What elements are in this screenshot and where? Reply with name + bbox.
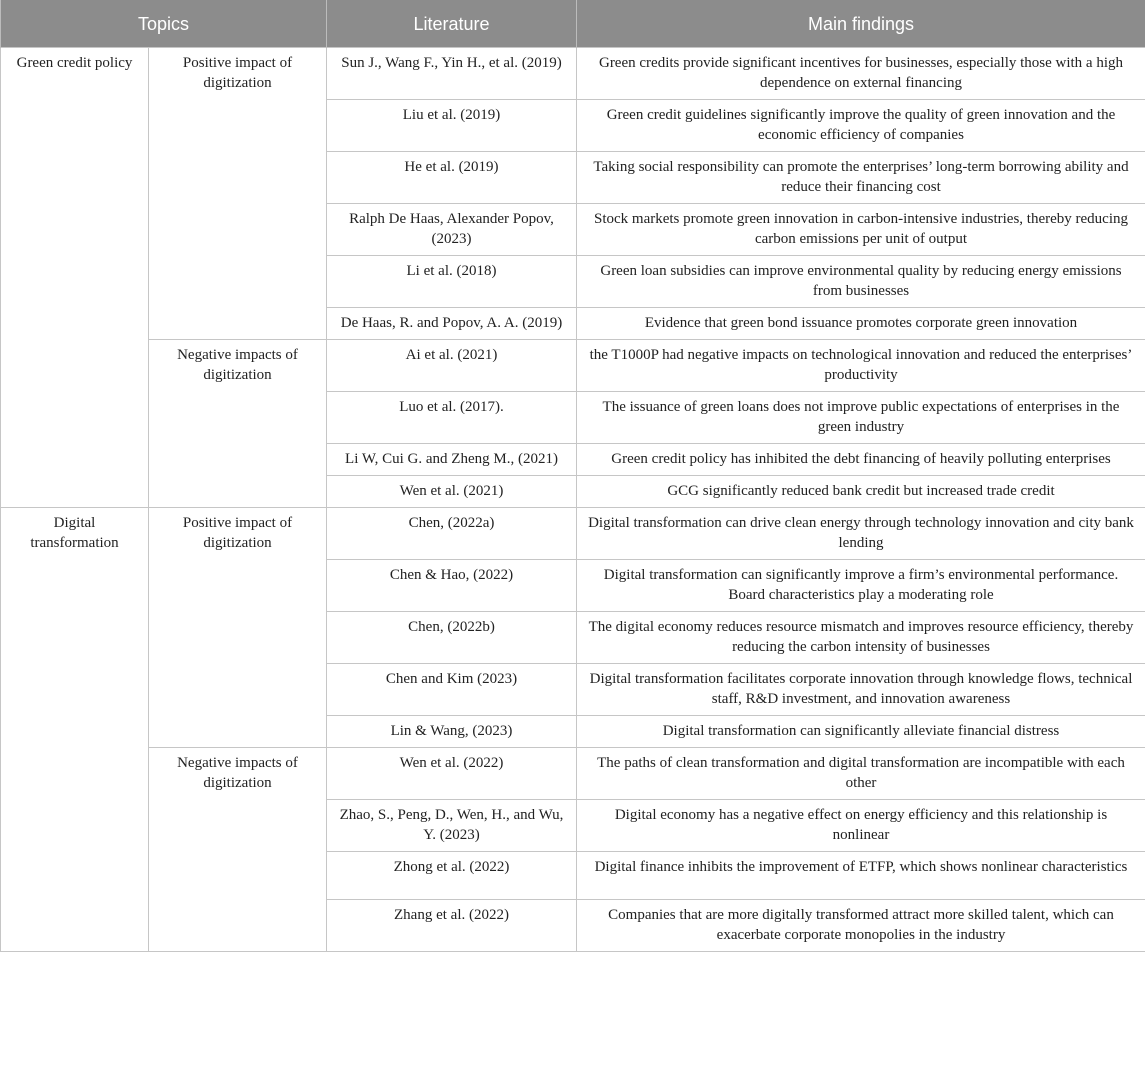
literature-cell: Zhang et al. (2022) [327,900,577,952]
finding-cell: Taking social responsibility can promote the enterprises’ long-term borrowing ability and reduce their financing cost [577,152,1145,204]
finding-cell: Stock markets promote green innovation in carbon-intensive industries, thereby reducing carbon emissions per unit of output [577,204,1145,256]
table-row [1,508,1145,560]
finding-cell: Digital economy has a negative effect on energy efficiency and this relationship is nonlinear [577,800,1145,852]
finding-cell: Digital finance inhibits the improvement of ETFP, which shows nonlinear characteristics [577,852,1145,900]
literature-cell: Wen et al. (2022) [327,748,577,800]
header-main-findings: Main findings [577,0,1145,48]
literature-cell: Zhong et al. (2022) [327,852,577,900]
finding-cell: the T1000P had negative impacts on technological innovation and reduced the enterprises’ productivity [577,340,1145,392]
literature-cell: Liu et al. (2019) [327,100,577,152]
table-row [1,748,1145,800]
literature-cell: Ai et al. (2021) [327,340,577,392]
literature-cell: Wen et al. (2021) [327,476,577,508]
impact-category-cell: Positive impact of digitization [149,508,327,748]
finding-cell: Green credits provide significant incentives for businesses, especially those with a high dependence on external financing [577,48,1145,100]
impact-category-cell: Negative impacts of digitization [149,748,327,952]
header-topics: Topics [1,0,327,48]
literature-cell: Chen and Kim (2023) [327,664,577,716]
finding-cell: Digital transformation can significantly alleviate financial distress [577,716,1145,748]
impact-category-cell: Negative impacts of digitization [149,340,327,508]
literature-cell: Zhao, S., Peng, D., Wen, H., and Wu, Y. (2023) [327,800,577,852]
literature-cell: Chen, (2022a) [327,508,577,560]
literature-cell: De Haas, R. and Popov, A. A. (2019) [327,308,577,340]
finding-cell: Green loan subsidies can improve environmental quality by reducing energy emissions from businesses [577,256,1145,308]
literature-cell: He et al. (2019) [327,152,577,204]
header-literature: Literature [327,0,577,48]
finding-cell: Companies that are more digitally transformed attract more skilled talent, which can exacerbate corporate monopolies in the industry [577,900,1145,952]
topic-cell: Green credit policy [1,48,149,508]
finding-cell: Evidence that green bond issuance promotes corporate green innovation [577,308,1145,340]
finding-cell: Digital transformation can significantly improve a firm’s environmental performance. Board characteristics play a moderating role [577,560,1145,612]
table-body [1,48,1145,952]
finding-cell: Green credit guidelines significantly improve the quality of green innovation and the economic efficiency of companies [577,100,1145,152]
literature-cell: Chen & Hao, (2022) [327,560,577,612]
table-row [1,340,1145,392]
literature-cell: Lin & Wang, (2023) [327,716,577,748]
finding-cell: The paths of clean transformation and digital transformation are incompatible with each other [577,748,1145,800]
literature-cell: Luo et al. (2017). [327,392,577,444]
topic-cell: Digital transformation [1,508,149,952]
header-row [1,0,1145,48]
finding-cell: Digital transformation can drive clean energy through technology innovation and city bank lending [577,508,1145,560]
finding-cell: Green credit policy has inhibited the debt financing of heavily polluting enterprises [577,444,1145,476]
table-row [1,48,1145,100]
finding-cell: Digital transformation facilitates corporate innovation through knowledge flows, technical staff, R&D investment, and innovation awareness [577,664,1145,716]
impact-category-cell: Positive impact of digitization [149,48,327,340]
literature-cell: Li W, Cui G. and Zheng M., (2021) [327,444,577,476]
finding-cell: GCG significantly reduced bank credit but increased trade credit [577,476,1145,508]
literature-cell: Li et al. (2018) [327,256,577,308]
finding-cell: The digital economy reduces resource mismatch and improves resource efficiency, thereby reducing the carbon intensity of businesses [577,612,1145,664]
literature-cell: Ralph De Haas, Alexander Popov, (2023) [327,204,577,256]
literature-cell: Chen, (2022b) [327,612,577,664]
finding-cell: The issuance of green loans does not improve public expectations of enterprises in the green industry [577,392,1145,444]
literature-cell: Sun J., Wang F., Yin H., et al. (2019) [327,48,577,100]
